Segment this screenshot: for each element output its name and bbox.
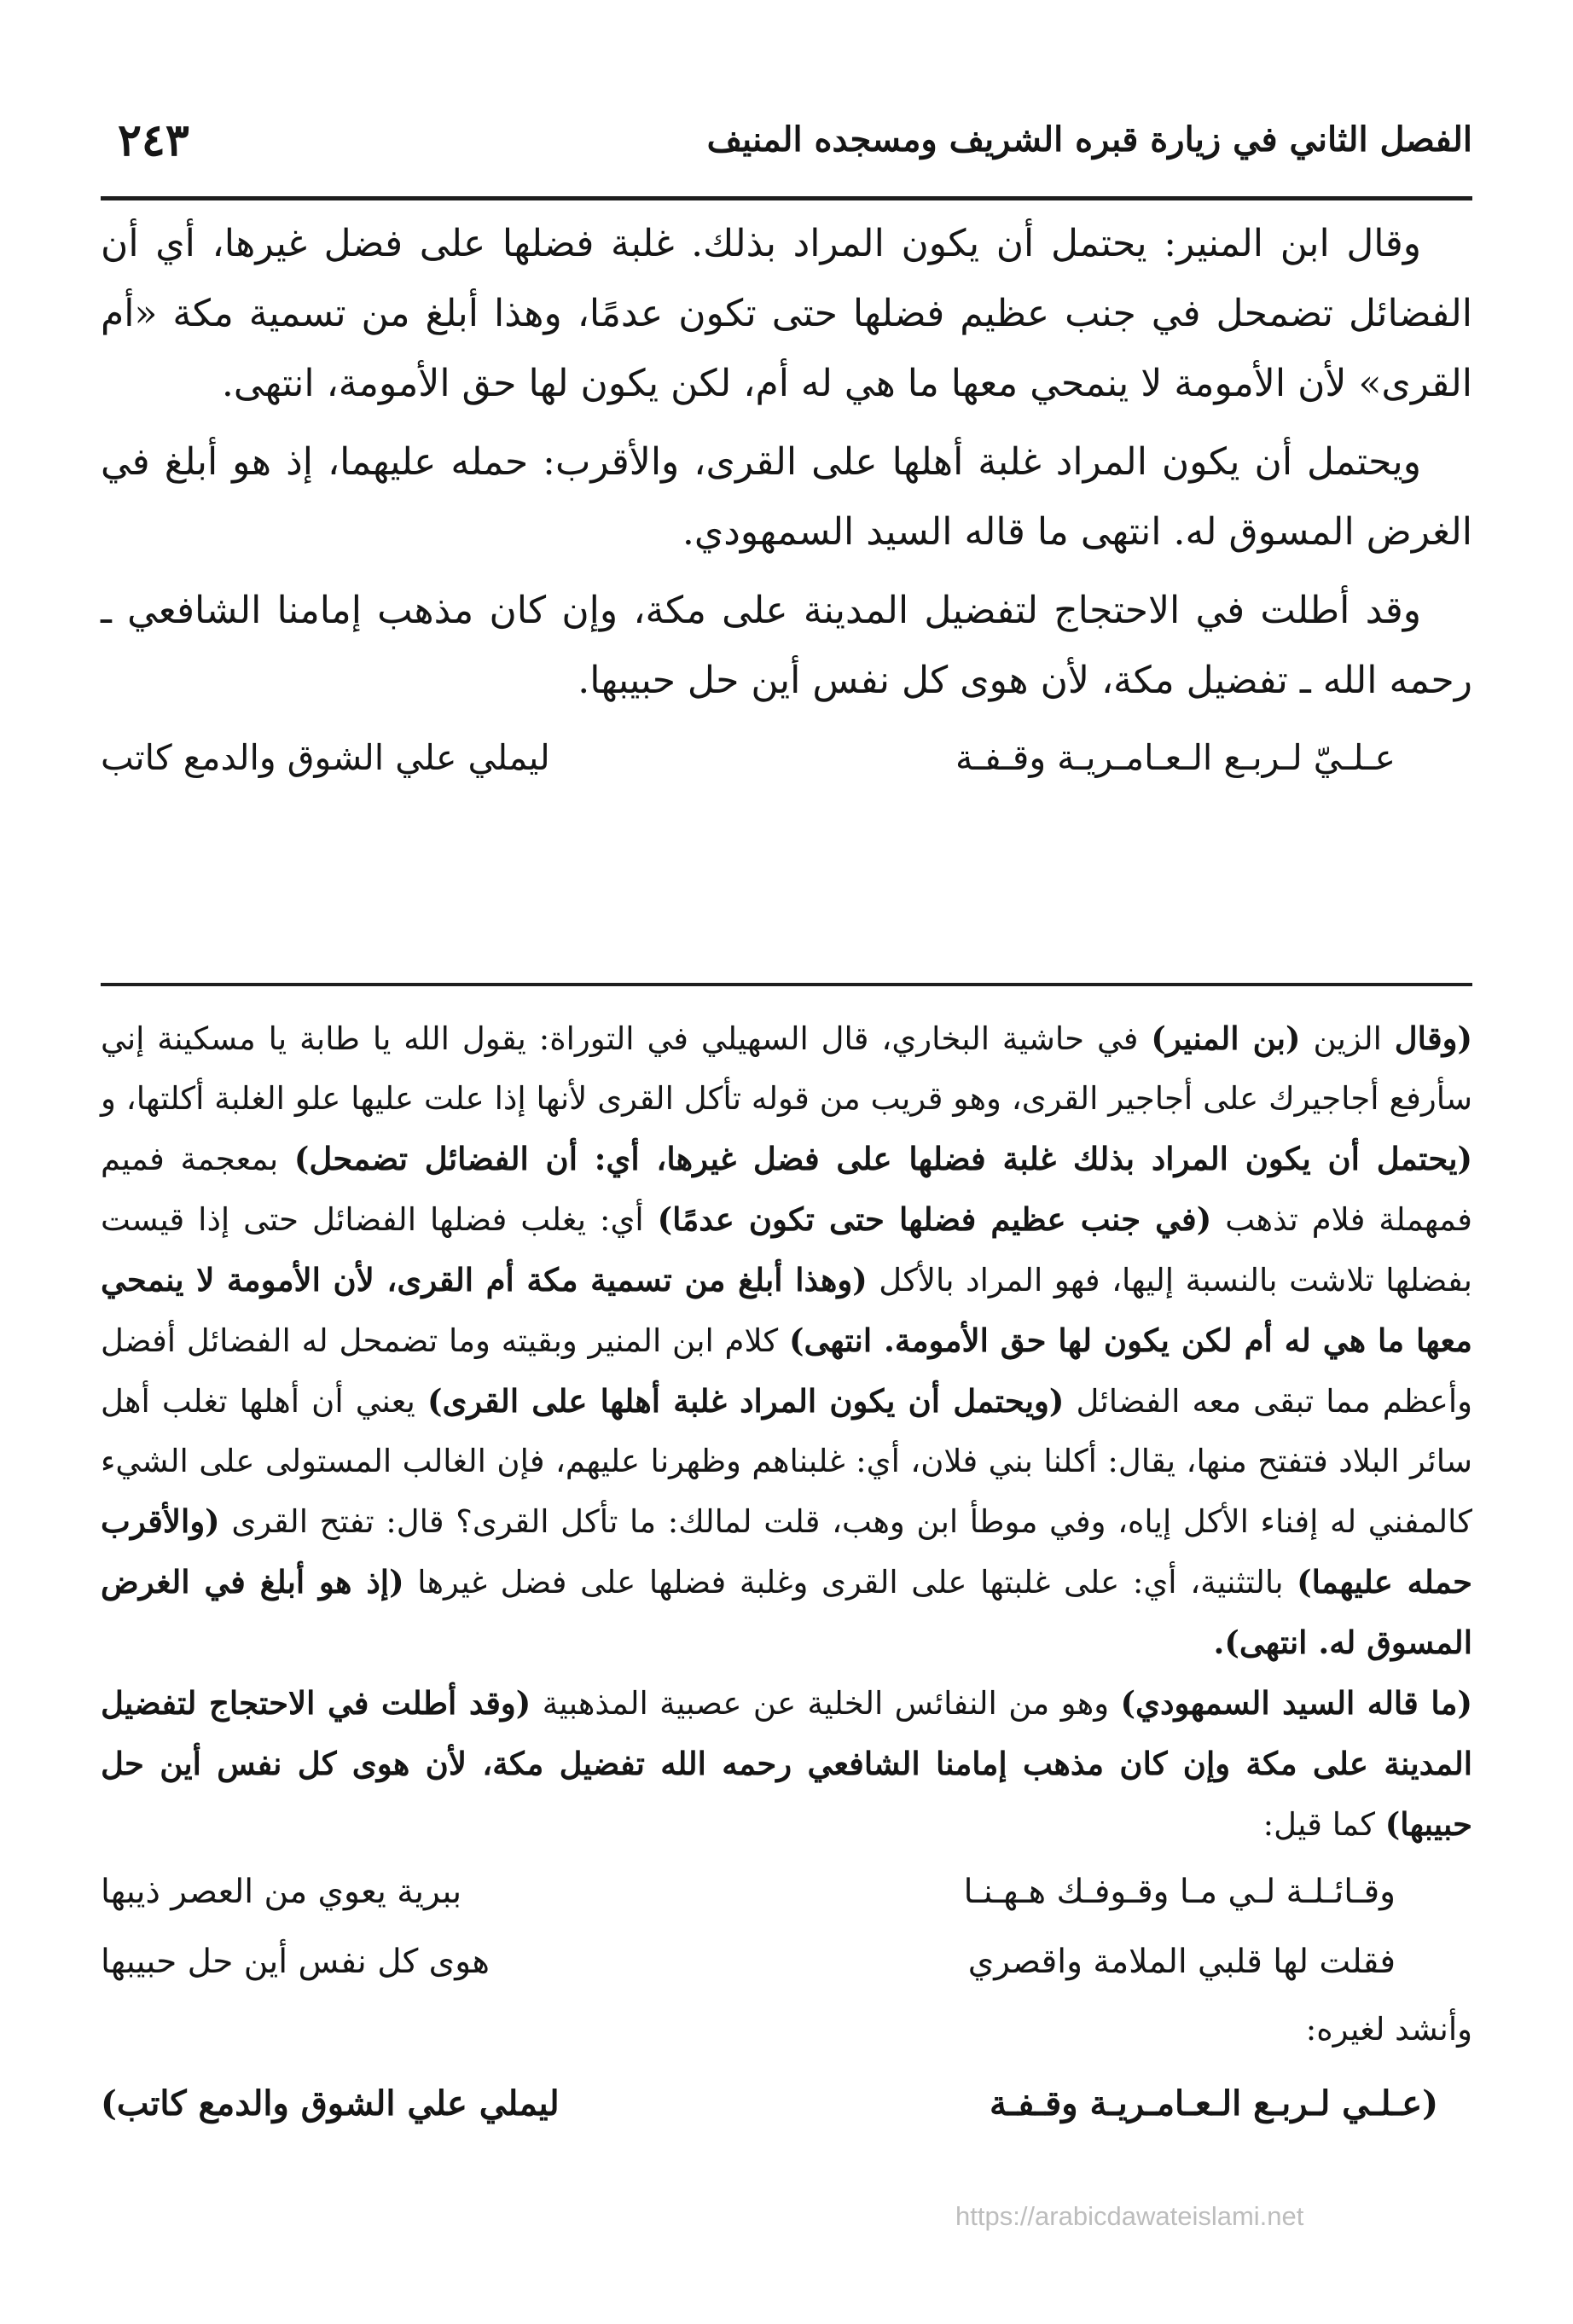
main-paragraph: ويحتمل أن يكون المراد غلبة أهلها على القرى، والأقرب: حمله عليهما، إذ هو أبلغ في الغرض المسوق له. انتهى ما قاله السيد السمهودي. (101, 440, 1472, 554)
commentary-text: كلام ابن المنير وبقيته وما تضمحل له الفضائل أفضل وأعظم مما تبقى معه الفضائل (101, 1322, 1472, 1420)
quoted-matn-text: (وهذا أبلغ من تسمية مكة أم القرى، لأن الأمومة لا ينمحي معها ما هي له أم لكن يكون لها حق الأمومة. انتهى) (101, 1261, 1472, 1359)
commentary-text: بمعجمة فميم فمهملة فلام تذهب (101, 1141, 1472, 1238)
quoted-matn-text: (إذ هو أبلغ في الغرض المسوق له. انتهى). (101, 1563, 1472, 1661)
verse-hemistich-left: ليملي علي الشوق والدمع كاتب (101, 737, 550, 778)
quoted-matn-text: (ويحتمل أن يكون المراد غلبة أهلها على القرى) (427, 1382, 1065, 1420)
commentary-paragraph (101, 1673, 1472, 1855)
commentary-text: أي: يغلب فضلها الفضائل حتى إذا قيست بفضلها تلاشت بالنسبة إليها، فهو المراد بالأكل (101, 1201, 1472, 1299)
quoted-matn-text: (يحتمل أن يكون المراد بذلك غلبة فضلها على فضل غيرها، أي: أن الفضائل تضمحل) (293, 1140, 1473, 1177)
recited-line: وأنشد لغيره: (1305, 2011, 1472, 2048)
verse-hemistich-right: فقلت لها قلبي الملامة واقصري (967, 1943, 1396, 1981)
commentary-text: الزين (1300, 1020, 1395, 1057)
quoted-matn-text: (ما قاله السيد السمهودي) (1120, 1684, 1472, 1722)
commentary-paragraph (101, 1008, 1472, 1673)
commentary-text: كما قيل: (1262, 1806, 1385, 1843)
verse-hemistich-left: هوى كل نفس أين حل حبيبها (101, 1943, 490, 1981)
commentary (101, 1008, 1472, 2136)
verse-hemistich-right: عـلـيّ لـربـع الـعـامـريـة وقـفـة (955, 737, 1396, 778)
commentary-text: وهو من النفائس الخلية عن عصبية المذهبية (531, 1685, 1121, 1722)
quoted-matn-text: (في جنب عظيم فضلها حتى تكون عدمًا) (657, 1200, 1212, 1238)
commentary-verse (101, 1930, 1396, 1995)
final-verse (101, 2071, 1438, 2136)
commentary-text: في حاشية البخاري، قال السهيلي في التوراة: يقول الله يا طابة يا مسكينة إني سأرفع أجاجيرك على أجاجير القرى، وهو قريب من قوله تأكل القرى لأنها إذا علت عليها علو الغلبة أكلتها، و (101, 1020, 1472, 1117)
running-title: الفصل الثاني في زيارة قبره الشريف ومسجده المنيف (706, 119, 1472, 160)
quoted-matn-text: (وقد أطلت في الاحتجاج لتفضيل المدينة على مكة وإن كان مذهب إمامنا الشافعي رحمه الله تفضيل مكة، لأن هوى كل نفس أين حل حبيبها) (101, 1684, 1472, 1843)
quoted-matn-text: (والأقرب حمله عليهما) (101, 1502, 1472, 1601)
verse-hemistich-right: (عـلـي لـربـع الـعـامـريـة وقـفـة (990, 2083, 1438, 2124)
verse-hemistich-right: وقـائـلـة لـي مـا وقـوفـك هـهـنـا (963, 1873, 1396, 1911)
quoted-matn-text: (وقال (1394, 1020, 1472, 1057)
header-rule (101, 196, 1472, 200)
commentary-verse (101, 1860, 1396, 1925)
quoted-matn-text: (بن المنير) (1151, 1020, 1301, 1057)
commentary-text: يعني أن أهلها تغلب أهل سائر البلاد فتفتح منها، يقال: أكلنا بني فلان، أي: غلبناهم وظهرنا عليهم، فإن الغالب المستولى على الشيء كالمفني له إفناء الأكل إياه، وفي موطأ ابن وهب، قلت لمالك: ما تأكل القرى؟ قال: تفتح القرى (101, 1383, 1472, 1540)
page-number: ٢٤٣ (118, 114, 189, 166)
main-paragraph: وقال ابن المنير: يحتمل أن يكون المراد بذلك. غلبة فضلها على فضل غيرها، أي أن الفضائل تضمحل في جنب عظيم فضلها حتى تكون عدمًا، وهذا أبلغ من تسمية مكة «أم القرى» لأن الأمومة لا ينمحي معها ما هي له أم، لكن يكون لها حق الأمومة، انتهى. (101, 222, 1472, 405)
verse-hemistich-left: ليملي علي الشوق والدمع كاتب) (101, 2083, 560, 2124)
book-page (101, 94, 1472, 2273)
main-paragraph: وقد أطلت في الاحتجاج لتفضيل المدينة على مكة، وإن كان مذهب إمامنا الشافعي ـ رحمه الله ـ تفضيل مكة، لأن هوى كل نفس أين حل حبيبها. (101, 589, 1472, 702)
commentary-text: بالتثنية، أي: على غلبتها على القرى وغلبة فضلها على فضل غيرها (403, 1564, 1297, 1601)
main-text (101, 209, 1472, 791)
main-verse (101, 724, 1396, 791)
verse-hemistich-left: ببرية يعوي من العصر ذيبها (101, 1873, 462, 1911)
watermark: https://arabicdawateislami.net (955, 2201, 1304, 2231)
footnote-divider (101, 983, 1472, 986)
running-header (101, 111, 1472, 179)
